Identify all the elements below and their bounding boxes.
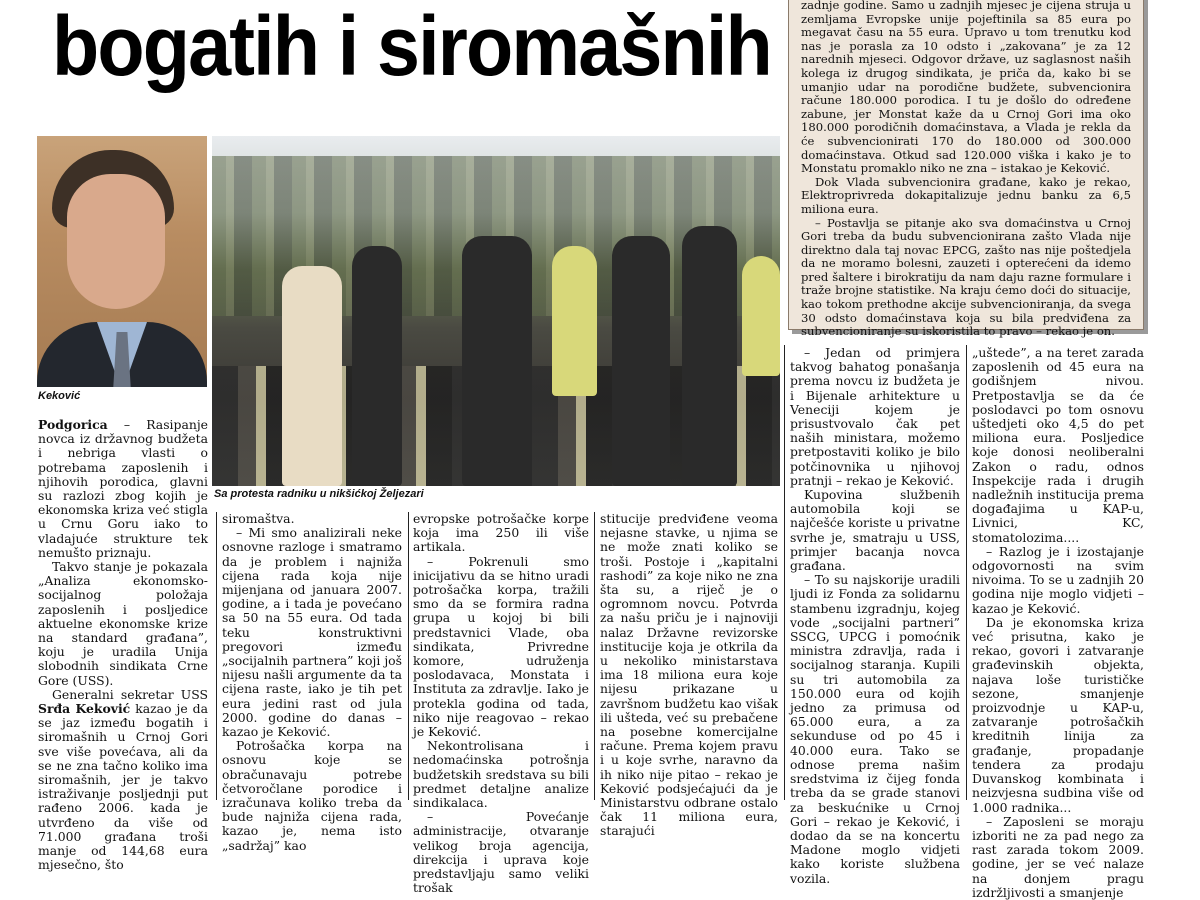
portrait-photo xyxy=(37,136,207,387)
paragraph: siromaštva. xyxy=(222,511,295,526)
paragraph: evropske potrošačke korpe koja ima 250 ili više artikala. xyxy=(413,511,589,555)
photo-caption: Sa protesta radniku u nikšićkoj Željezari xyxy=(214,488,424,500)
article-column-1 xyxy=(38,418,208,873)
protest-photo xyxy=(212,136,780,486)
paragraph: – Povećanje administracije, otvaranje velikog broja agencija, direkcija i uprava koje predstavljaju samo veliki trošak xyxy=(413,809,589,896)
article-column-6 xyxy=(972,346,1144,900)
paragraph: Potrošačka korpa na osnovu koje se obračunavaju potrebe četvoročlane porodice i izračunava koliko treba da bude najniža cijena rada, kazao je, nema isto „sadržaj” kao xyxy=(222,738,402,853)
article-column-4 xyxy=(600,512,778,839)
person-name: Srđa Keković xyxy=(38,701,131,717)
paragraph: – To su najskorije uradili ljudi iz Fonda za solidarnu stambenu izgradnju, kojeg vode „socijalni partneri” SSCG, UPCG i pomoćnik ministra zdravlja, rada i socijalnog staranja. Kupili su tri automobila za 150.000 eura od kojih jedno za primusa od 65.000 eura, a za sekunduse od po 45 i 40.000 eura. Tako se odnose prema našim sredstvima iz čijeg fonda treba da se grade stanovi za beskućnike u Crnoj Gori – rekao je Keković, i dodao da se na koncertu Madone moglo vidjeti kako koriste službena vozila. xyxy=(790,572,960,886)
box-paragraph: Dok Vlada subvencionira građane, kako je rekao, Elektroprivreda dokapitalizuje jednu banku za 6,5 miliona eura. xyxy=(801,174,1131,216)
paragraph: Nekontrolisana i nedomaćinska potrošnja budžetskih sredstava su bili predmet detaljne analize sindikalaca. xyxy=(413,738,589,811)
lead-paragraph: Podgorica – Rasipanje novca iz državnog budžeta i nebriga vlasti o potrebama zaposlenih i njihovih porodica, glavni su razlozi zbog kojih je ekonomska kriza već stigla u Crnu Goru iako to vladajuće strukture tek nemušto priznaju. xyxy=(38,417,208,560)
paragraph: Generalni sekretar USS Srđa Keković kazao je da se jaz između bogatih i siromašnih u Crnoj Gori sve više povećava, ali da se ne zna tačno koliko ima siromašnih, jer je takvo istraživanje posljednji put rađeno 2006. kada je utvrđeno da više od 71.000 građana troši manje od 144,68 eura mjesečno, što xyxy=(38,686,208,873)
portrait-caption: Keković xyxy=(38,390,81,402)
article-column-5 xyxy=(790,346,960,886)
paragraph: Kupovina službenih automobila koji se najčešće koriste u privatne svrhe je, smatraju u USS, primjer bacanja novca građana. xyxy=(790,487,960,574)
paragraph: – Zaposleni se moraju izboriti ne za pad nego za rast zarada tokom 2009. godine, jer se već nalaze na donjem pragu izdržljivosti a smanjenje xyxy=(972,813,1144,900)
headline: bogatih i siromašnih xyxy=(52,0,771,93)
article-column-3 xyxy=(413,512,589,895)
dateline: Podgorica xyxy=(38,417,108,432)
paragraph: Takvo stanje je pokazala „Analiza ekonomsko-socijalnog položaja zaposlenih i posljedice aktuelne ekonomske krize na standard građana”, koju je uradila Unija slobodnih sindikata Crne Gore (USS). xyxy=(38,559,208,688)
paragraph: – Jedan od primjera takvog bahatog ponašanja prema novcu iz budžeta je i Bijenale arhitekture u Veneciji kojem je prisustvovalo čak pet naših ministara, možemo pretpostaviti koliko je bilo potčinovnika u njihovoj pratnji – rekao je Keković. xyxy=(790,345,960,488)
paragraph: – Pokrenuli smo inicijativu da se hitno uradi potrošačka korpa, tražili smo da se formira radna grupa u kojoj bi bili predstavnici Vlade, oba sindikata, Privredne komore, udruženja poslodavaca, Monstata i Instituta za zdravlje. Iako je protekla godina od tada, niko nije reagovao – rekao je Keković. xyxy=(413,553,589,740)
paragraph: – Mi smo analizirali neke osnovne razloge i smatramo da je problem i najniža cijena rada koja nije mijenjana od januara 2007. godine, a i tada je povećano sa 50 na 55 eura. Od tada teku konstruktivni pregovori između „socijalnih partnera” koji još nijesu našli argumente da ta cijena raste, iako je tih pet eura jedini rast od jula 2000. godine do danas – kazao je Keković. xyxy=(222,525,402,740)
article-column-2 xyxy=(222,512,402,853)
paragraph: „uštede”, a na teret zarada zaposlenih od 45 eura na godišnjem nivou. Pretpostavlja se da će poslodavci po tom osnovu uštedjeti oko 4,5 do pet miliona eura. Posljedice koje donosi neoliberalni Zakon o radu, odnos Inspekcije rada i drugih nadležnih institucija prema događajima u KAP-u, Livnici, KC, stomatolozima.... xyxy=(972,345,1144,545)
paragraph: – Razlog je i izostajanje odgovornosti na svim nivoima. To se u zadnjih 20 godina nije moglo vidjeti – kazao je Keković. xyxy=(972,543,1144,616)
box-paragraph: – Postavlja se pitanje ako sva domaćinstva u Crnoj Gori treba da budu subvencionirana zašto Vlada nije direktno dala taj novac EPCG, zašto nas nije poštedjela da ne moramo bolesni, zauzeti i opterećeni da idemo pred šaltere i birokratiju da nam daju razne formulare i traže brojne statistike. Na kraju ćemo doći do situacije, kao tokom prethodne akcije subvencioniranja, da svega 30 odsto domaćinstava koja su bila predviđena za subvencioniranje su iskoristila to pravo – rekao je on. xyxy=(801,215,1131,339)
box-paragraph: zadnje godine. Samo u zadnjih mjesec je cijena struja u zemljama Evropske unije pojeftinila sa 85 eura po megavat času na 55 eura. Upravo u tom trenutku kod nas je porasla za 10 odsto i „zakovana” je za 12 narednih mjeseci. Odgovor države, uz saglasnost naših kolega iz drugog sindikata, je priča da, kako bi se umanjio udar na porodične budžete, subvencionira račune 180.000 porodica. I tu je došlo do određene zabune, jer Monstat kaže da u Crnoj Gori ima oko 180.000 porodičnih domaćinstava, a Vlada je rekla da će subvencionirati 170 do 180.000 od 300.000 domaćinstava. Otkud sad 120.000 viška i kako je to Monstatu promaklo niko ne zna – istakao je Keković. xyxy=(801,0,1131,176)
highlight-box xyxy=(788,0,1144,339)
paragraph: stitucije predviđene veoma nejasne stavke, u njima se ne može znati koliko se troši. Postoje i „kapitalni rashodi” za koje niko ne zna šta su, a riječ je o ogromnom novcu. Potvrda za našu priču je i najnoviji nalaz Državne revizorske institucije koja je otkrila da u nekoliko ministarstava ima 18 miliona eura koje nijesu prikazane u završnom budžetu kao višak ili ušteda, već su prebačene na posebne komercijalne račune. Prema kojem pravu i u koje svrhe, naravno da ih niko nije pitao – rekao je Keković podsjećajući da je Ministarstvu odbrane ostalo čak 11 miliona eura, starajući xyxy=(600,511,778,839)
paragraph: Da je ekonomska kriza već prisutna, kako je rekao, govori i zatvaranje građevinskih objekta, najava loše turističke sezone, smanjenje proizvodnje u KAP-u, zatvaranje potrošačkih kreditnih linija za građanje, propadanje tendera za prodaju Duvanskog kombinata i neizvjesna sudbina više od 1.000 radnika... xyxy=(972,614,1144,815)
